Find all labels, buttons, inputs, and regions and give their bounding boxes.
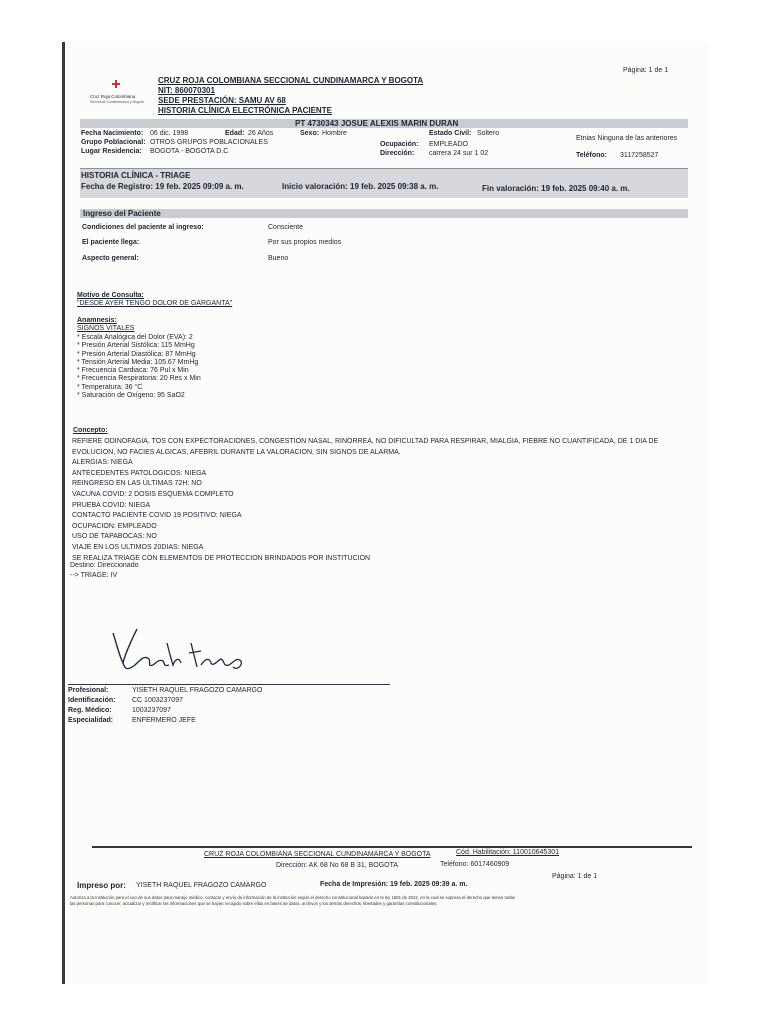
group-value: OTROS GRUPOS POBLACIONALES bbox=[150, 139, 268, 146]
header-title: HISTORIA CLÍNICA ELECTRÓNICA PACIENTE bbox=[158, 106, 332, 115]
prof-value-1: YISETH RAQUEL FRAGOZO CAMARGO bbox=[132, 687, 263, 694]
vital-sign: * Presión Arterial Sistólica: 115 MmHg bbox=[77, 342, 201, 350]
ingreso-label-3: Aspecto general: bbox=[82, 255, 139, 262]
signature-text: Yiseth fragozo bbox=[105, 615, 112, 616]
vital-sign: * Temperatura: 36 °C bbox=[77, 384, 201, 392]
printed-by-value: YISETH RAQUEL FRAGOZO CAMARGO bbox=[136, 882, 267, 889]
concepto-line: ANTECEDENTES PATOLOGICOS: NIEGA bbox=[72, 469, 207, 477]
prof-value-2: CC 1003237097 bbox=[132, 697, 183, 704]
footer-phone: Teléfono: 6017460909 bbox=[440, 861, 510, 868]
vital-sign: * Presión Arterial Diastólica: 87 MmHg bbox=[77, 351, 201, 359]
concepto-line: ALERGIAS: NIEGA bbox=[72, 459, 133, 467]
ingreso-title: Ingreso del Paciente bbox=[83, 209, 161, 218]
concepto-line: VIAJE EN LOS ULTIMOS 20DIAS: NIEGA bbox=[72, 543, 204, 551]
prof-value-4: ENFERMERO JEFE bbox=[132, 717, 196, 724]
concepto-line: REINGRESO EN LAS ÚLTIMAS 72H: NO bbox=[72, 480, 202, 488]
civil-value: Soltero bbox=[477, 130, 500, 137]
phone-value: 3117258527 bbox=[620, 152, 659, 159]
occupation-label: Ocupación: bbox=[380, 141, 419, 148]
ingreso-label-1: Condiciones del paciente al ingreso: bbox=[82, 224, 204, 231]
destino-value: --> TRIAGE: IV bbox=[70, 572, 118, 579]
birth-label: Fecha Nacimiento: bbox=[81, 130, 144, 137]
print-date: Fecha de Impresión: 19 feb. 2025 09:39 a. m. bbox=[320, 881, 468, 888]
concepto-label: Concepto: bbox=[73, 427, 108, 434]
handwritten-signature bbox=[105, 615, 255, 685]
logo-name: Cruz Roja Colombiana bbox=[90, 94, 136, 99]
concepto-line: VACUNA COVID: 2 DOSIS ESQUEMA COMPLETO bbox=[72, 490, 234, 498]
anamnesis-label: Anamnesis: bbox=[77, 317, 117, 324]
vital-sign: * Frecuencia Respiratoria: 20 Res x Min bbox=[77, 375, 201, 383]
ethnic-value: Etnias Ninguna de las anteriores bbox=[576, 135, 678, 142]
address-label: Dirección: bbox=[380, 150, 415, 157]
triage-fin: Fin valoración: 19 feb. 2025 09:40 a. m. bbox=[482, 184, 630, 193]
triage-inicio: Inicio valoración: 19 feb. 2025 09:38 a. m. bbox=[282, 182, 439, 191]
vital-sign: * Escala Analógica del Dolor (EVA): 2 bbox=[77, 334, 201, 342]
concepto-line: OCUPACION: EMPLEADO bbox=[72, 522, 157, 530]
civil-label: Estado Civil: bbox=[429, 130, 472, 137]
group-label: Grupo Poblacional: bbox=[81, 139, 146, 146]
prof-label-4: Especialidad: bbox=[68, 717, 114, 724]
motivo-text: "DESDE AYER TENGO DOLOR DE GARGANTA" bbox=[77, 300, 233, 307]
concepto-line: SE REALIZA TRIAGE CON ELEMENTOS DE PROTECCION BRINDADOS POR INSTITUCION bbox=[72, 554, 371, 562]
footer-org: CRUZ ROJA COLOMBIANA SECCIONAL CUNDINAMARCA Y BOGOTA bbox=[204, 851, 431, 858]
occupation-value: EMPLEADO bbox=[429, 141, 468, 148]
vital-sign: * Saturación de Oxígeno: 95 SaO2 bbox=[77, 392, 201, 400]
sex-value: Hombre bbox=[322, 130, 347, 137]
ingreso-value-2: Por sus propios medios bbox=[268, 239, 342, 246]
prof-label-3: Reg. Médico: bbox=[68, 707, 112, 714]
footer-habilitacion: Cód. Habilitación: 110010645301 bbox=[456, 849, 560, 856]
vital-sign: * Tensión Arterial Media: 105.67 MmHg bbox=[77, 359, 201, 367]
header-org: CRUZ ROJA COLOMBIANA SECCIONAL CUNDINAMARCA Y BOGOTA bbox=[158, 76, 424, 85]
triage-registro: Fecha de Registro: 19 feb. 2025 09:09 a. m. bbox=[81, 182, 244, 191]
header-nit: NIT: 860070301 bbox=[158, 86, 215, 95]
footer-page-number: Página: 1 de 1 bbox=[552, 873, 598, 880]
patient-id-name: PT 4730343 JOSUE ALEXIS MARIN DURAN bbox=[295, 119, 459, 128]
concepto-line: CONTACTO PACIENTE COVID 19 POSITIVO: NIEGA bbox=[72, 512, 242, 520]
phone-label: Teléfono: bbox=[576, 152, 607, 159]
red-cross-icon bbox=[112, 80, 120, 88]
signature-line bbox=[68, 684, 390, 685]
triage-title: HISTORIA CLÍNICA - TRIAGE bbox=[81, 171, 191, 180]
sex-label: Sexo: bbox=[300, 130, 320, 137]
residence-value: BOGOTA - BOGOTA D.C bbox=[150, 148, 229, 155]
vital-sign: * Frecuencia Cardiaca: 76 Pul x Min bbox=[77, 367, 201, 375]
vitals-title: SIGNOS VITALES bbox=[77, 325, 135, 332]
birth-value: 06 dic. 1998 bbox=[150, 130, 189, 137]
page-number: Página: 1 de 1 bbox=[623, 67, 669, 74]
address-value: carrera 24 sur 1 02 bbox=[429, 150, 489, 157]
legal-text-2: las personas para conocer, actualizar y rectificar las informaciones que se hayan recogido sobre ellas en bases de datos, archivos y los demás derechos, libertades y garantías constitucionales. bbox=[70, 901, 438, 906]
ingreso-label-2: El paciente llega: bbox=[82, 239, 140, 246]
prof-label-1: Profesional: bbox=[68, 687, 109, 694]
concepto-text bbox=[72, 437, 658, 564]
age-value: 26 Años bbox=[248, 130, 274, 137]
concepto-line: EVOLUCION, NO FACIES ALGICAS, AFEBRIL DURANTE LA VALORACION, SIN SIGNOS DE ALARMA. bbox=[72, 448, 401, 456]
concepto-line: REFIERE ODINOFAGIA, TOS CON EXPECTORACIONES, CONGESTION NASAL, RINORREA, NO DIFICULTAD PARA RESPIRAR, MIALGIA, FIEBRE NO CUANTIFICADA, DE 1 DIA DE bbox=[72, 438, 659, 445]
triage-top-rule bbox=[80, 168, 688, 169]
prof-label-2: Identificación: bbox=[68, 697, 116, 704]
ingreso-value-3: Bueno bbox=[268, 255, 289, 262]
logo-subtitle: Seccional Cundinamarca y Bogotá bbox=[90, 100, 144, 104]
age-label: Edad: bbox=[225, 130, 245, 137]
motivo-label: Motivo de Consulta: bbox=[77, 292, 144, 299]
printed-by-label: Impreso por: bbox=[77, 881, 126, 890]
header-sede: SEDE PRESTACIÓN: SAMU AV 68 bbox=[158, 96, 286, 105]
prof-value-3: 1003237097 bbox=[132, 707, 171, 714]
destino-label: Destino: Direccionado bbox=[70, 562, 139, 569]
footer-address: Dirección: AK 68 No 68 B 31, BOGOTA bbox=[276, 862, 399, 869]
ingreso-value-1: Consciente bbox=[268, 224, 304, 231]
page-left-shadow bbox=[62, 42, 65, 984]
ingreso-bar bbox=[80, 209, 688, 218]
concepto-line: PRUEBA COVID: NIEGA bbox=[72, 501, 151, 509]
residence-label: Lugar Residencia: bbox=[81, 148, 142, 155]
vitals-list bbox=[77, 334, 201, 400]
legal-text-1: Autoriza a la Institución para el uso de sus datos para manejo médico, contacto y envío de información de la institución según el derecho constitucional basado en la ley 1581 de 2012, en la cual se expresa el derecho que tienen todas bbox=[70, 895, 516, 900]
footer-rule bbox=[92, 846, 692, 848]
concepto-line: USO DE TAPABOCAS: NO bbox=[72, 533, 157, 541]
